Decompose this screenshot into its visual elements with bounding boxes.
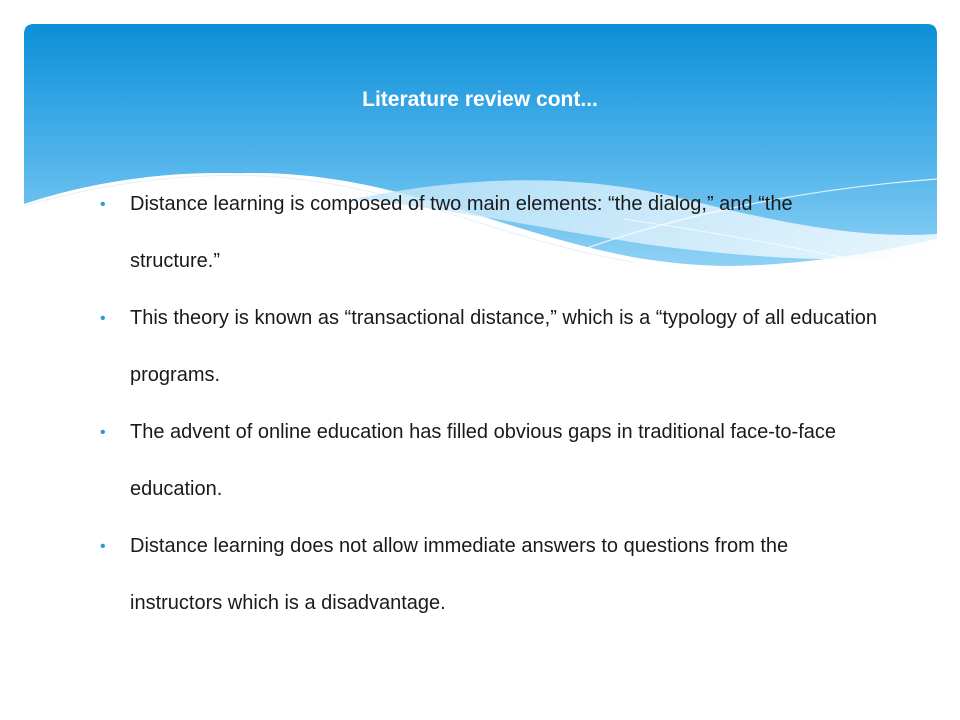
slide-title: Literature review cont... xyxy=(362,88,598,111)
bullet-text: This theory is known as “transactional distance,” which is a “typology of all education programs. xyxy=(130,307,878,386)
bullet-item xyxy=(100,404,880,518)
bullet-marker-icon: • xyxy=(100,424,106,441)
bullet-text: Distance learning is composed of two main elements: “the dialog,” and “the structure.” xyxy=(130,193,793,272)
bullet-marker-icon: • xyxy=(100,196,106,213)
bullet-marker-icon: • xyxy=(100,310,106,327)
bullet-item xyxy=(100,290,880,404)
bullet-item xyxy=(100,518,880,632)
bullet-item xyxy=(100,176,880,290)
bullet-marker-icon: • xyxy=(100,538,106,555)
bullet-text: The advent of online education has filled obvious gaps in traditional face-to-face education. xyxy=(130,421,837,500)
bullet-text: Distance learning does not allow immediate answers to questions from the instructors which is a disadvantage. xyxy=(130,535,789,614)
bullet-list xyxy=(100,176,880,632)
